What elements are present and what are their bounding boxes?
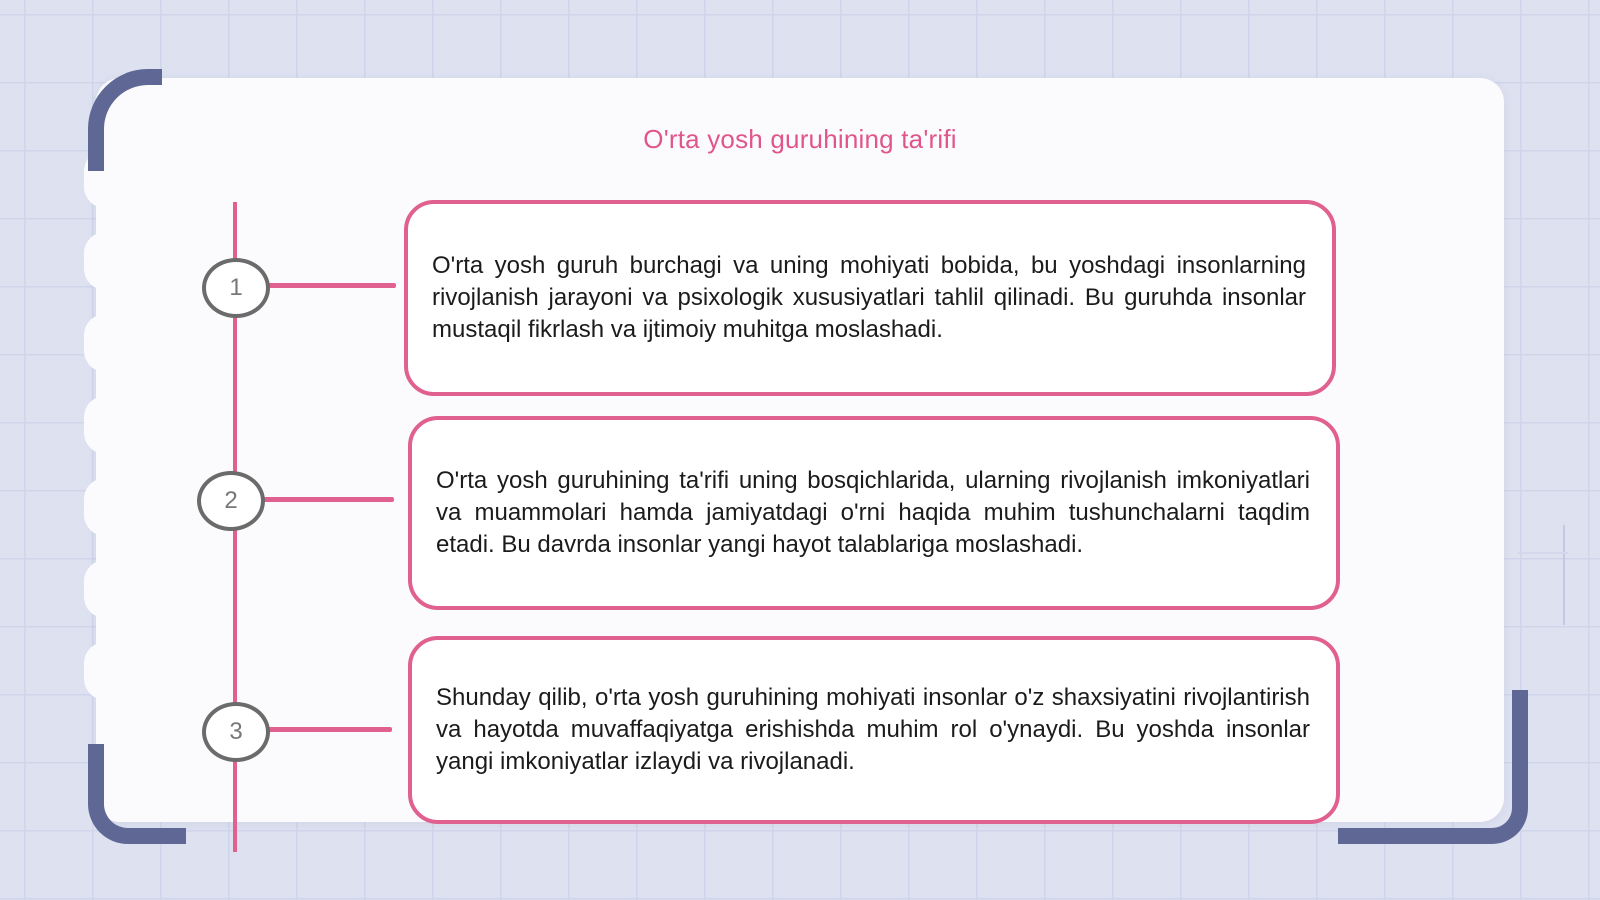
timeline-connector	[264, 283, 396, 288]
step-number: 3	[229, 718, 243, 745]
notebook-scallop	[84, 314, 126, 372]
corner-bracket-top-left	[88, 69, 162, 171]
timeline-text-box	[408, 416, 1340, 610]
step-description: O'rta yosh guruhining ta'rifi uning bosqichlarida, ularning rivojlanish imkoniyatlari va muammolari hamda jamiyatdagi o'rni haqida muhim tushunchalarni taqdim etadi. Bu davrda insonlar yangi hayot talablariga moslashadi.	[436, 467, 1310, 558]
corner-bracket-bottom-left	[88, 744, 186, 844]
step-number-circle	[202, 258, 270, 318]
step-number: 1	[229, 274, 243, 301]
step-number: 2	[224, 487, 238, 514]
timeline-text-box	[404, 200, 1336, 396]
step-number-circle	[197, 471, 265, 531]
decorative-line	[1563, 525, 1565, 625]
slide-title: O'rta yosh guruhining ta'rifi	[643, 124, 957, 154]
notebook-scallop	[84, 232, 126, 290]
timeline-connector	[264, 727, 392, 732]
notebook-scallop	[84, 478, 126, 536]
notebook-scallop	[84, 642, 126, 700]
step-number-circle	[202, 702, 270, 762]
corner-bracket-bottom-right	[1338, 690, 1528, 844]
notebook-scallop	[84, 560, 126, 618]
step-description: O'rta yosh guruh burchagi va uning mohiyati bobida, bu yoshdagi insonlarning rivojlanish jarayoni va psixologik xususiyatlari tahlil qilinadi. Bu guruhda insonlar mustaqil fikrlash va ijtimoiy muhitga moslashadi.	[432, 252, 1306, 343]
notebook-scallop	[84, 396, 126, 454]
step-description: Shunday qilib, o'rta yosh guruhining mohiyati insonlar o'z shaxsiyatini rivojlantirish va hayotda muvaffaqiyatga erishishda muhim rol o'ynaydi. Bu yoshda insonlar yangi imkoniyatlar izlaydi va rivojlanadi.	[436, 684, 1310, 775]
decorative-line	[1518, 552, 1568, 554]
timeline-connector	[262, 497, 394, 502]
timeline-text-box	[408, 636, 1340, 824]
